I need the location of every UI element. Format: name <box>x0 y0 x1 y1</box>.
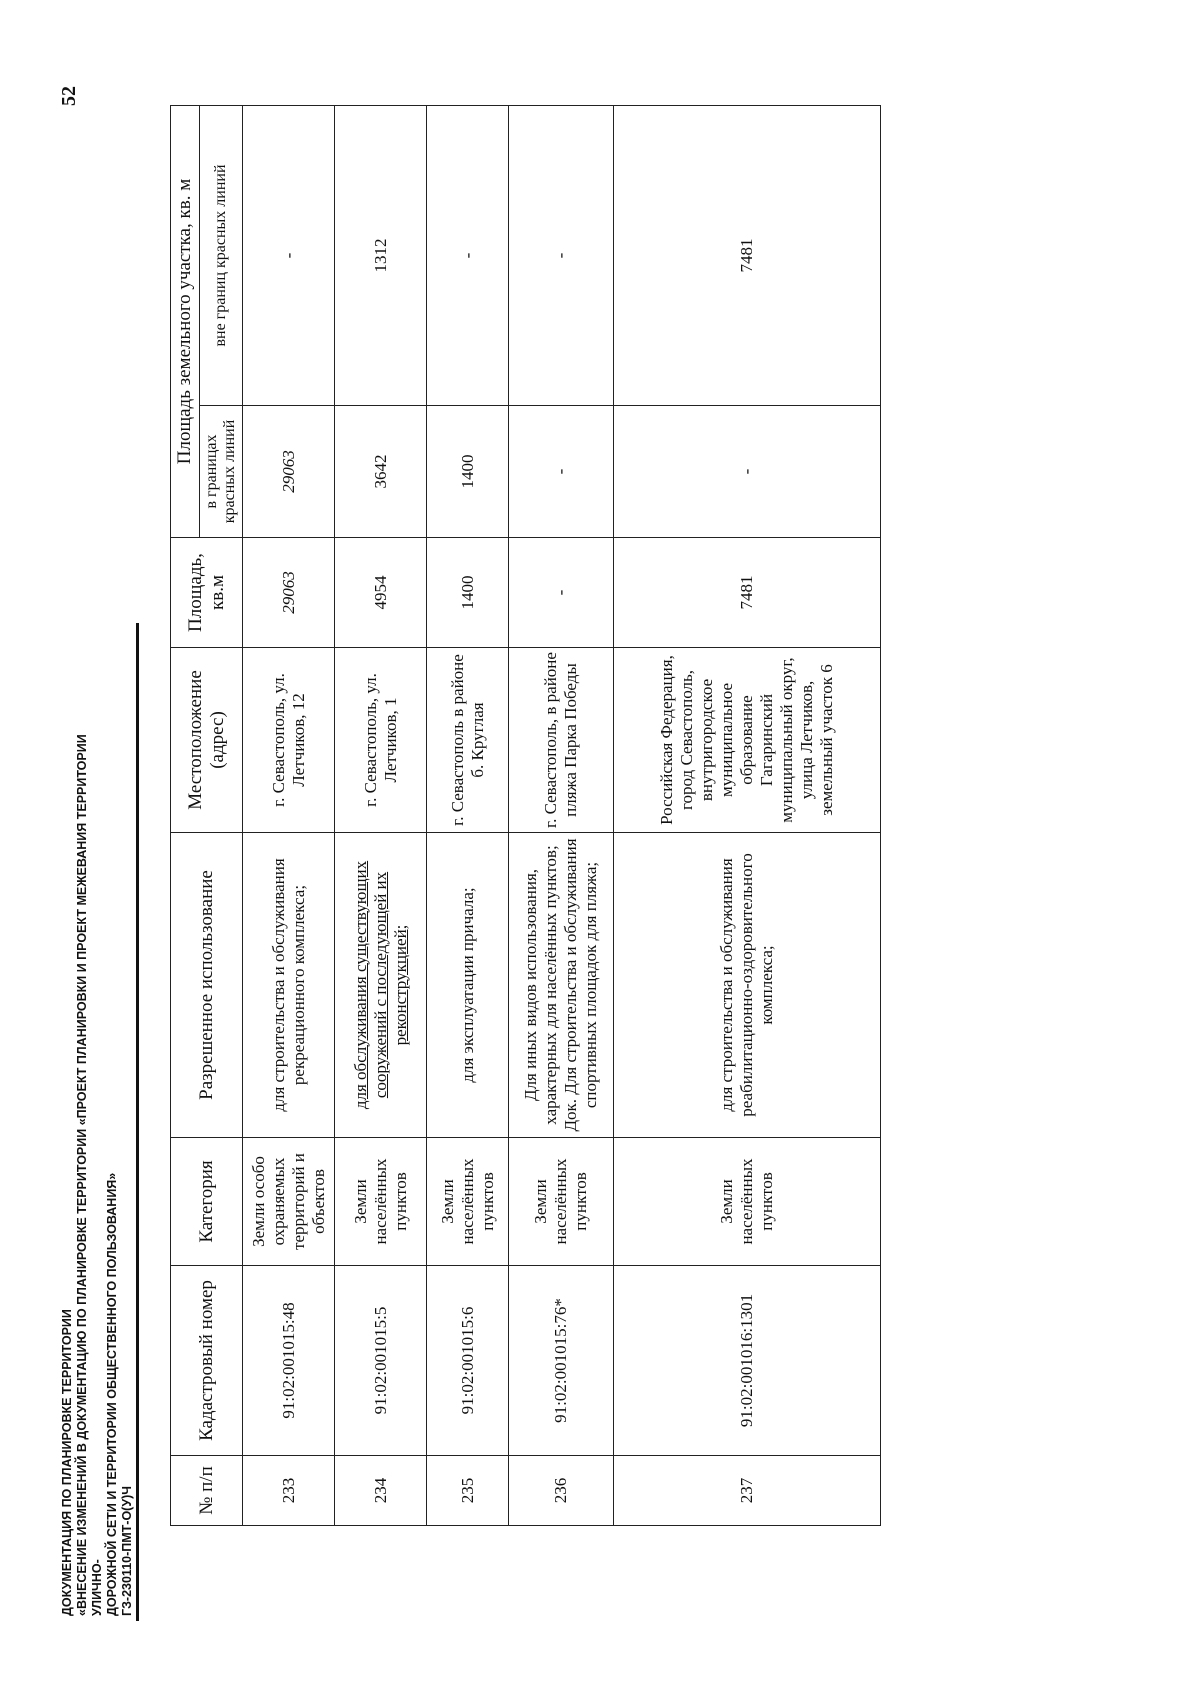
cell-category: Земли особо охраняемых территорий и объектов <box>243 1138 335 1266</box>
cell-inside: - <box>509 406 614 538</box>
cell-inside: - <box>614 406 881 538</box>
document-header <box>60 696 135 1616</box>
cell-area: 4954 <box>335 538 427 648</box>
cell-outside: 7481 <box>614 106 881 406</box>
cell-usage: для строительства и обслуживания реабилитационно-оздоровительного комплекса; <box>614 833 881 1138</box>
cell-usage: для обслуживания существующих сооружений с последующей их реконструкцией; <box>335 833 427 1138</box>
header-land-area: Площадь земельного участка, кв. м <box>171 106 200 538</box>
table-row <box>427 106 509 1526</box>
cell-usage: Для иных видов использования, характерных для населённых пунктов; Док. Для строительства и обслуживания спортивных площадок для пляжа; <box>509 833 614 1138</box>
table-row <box>509 106 614 1526</box>
cell-cadastral: 91:02:001015:48 <box>243 1266 335 1456</box>
header-num: № п/п <box>171 1456 243 1526</box>
cell-num: 236 <box>509 1456 614 1526</box>
cell-area: 1400 <box>427 538 509 648</box>
cell-usage: для эксплуатации причала; <box>427 833 509 1138</box>
table-header-row <box>171 106 200 1526</box>
header-cadastral: Кадастровый номер <box>171 1266 243 1456</box>
header-outside-red-lines: вне границ красных линий <box>200 106 243 406</box>
cell-outside: - <box>243 106 335 406</box>
page-number: 52 <box>58 86 80 106</box>
cell-cadastral: 91:02:001015:6 <box>427 1266 509 1456</box>
cell-area: 7481 <box>614 538 881 648</box>
cell-location: г. Севастополь, в районе пляжа Парка Победы <box>509 648 614 833</box>
table-row <box>243 106 335 1526</box>
cell-num: 235 <box>427 1456 509 1526</box>
cell-inside: 1400 <box>427 406 509 538</box>
cell-area: - <box>509 538 614 648</box>
header-inside-red-lines: в границах красных линий <box>200 406 243 538</box>
cell-inside: 3642 <box>335 406 427 538</box>
cell-category: Земли населённых пунктов <box>614 1138 881 1266</box>
cell-category: Земли населённых пунктов <box>427 1138 509 1266</box>
cell-num: 237 <box>614 1456 881 1526</box>
header-category: Категория <box>171 1138 243 1266</box>
cell-usage: для строительства и обслуживания рекреационного комплекса; <box>243 833 335 1138</box>
cell-outside: - <box>509 106 614 406</box>
cell-cadastral: 91:02:001016:1301 <box>614 1266 881 1456</box>
table-row <box>614 106 881 1526</box>
header-usage: Разрешенное использование <box>171 833 243 1138</box>
header-area: Площадь, кв.м <box>171 538 243 648</box>
cell-location: Российская Федерация, город Севастополь, внутригородское муниципальное образование Гагаринский муниципальный округ, улица Летчиков, земельный участок 6 <box>614 648 881 833</box>
header-line-4: ГЗ-230110-ПМТ-О(У)Ч <box>120 1485 134 1616</box>
cell-cadastral: 91:02:001015:5 <box>335 1266 427 1456</box>
cell-outside: 1312 <box>335 106 427 406</box>
header-location: Местоположение (адрес) <box>171 648 243 833</box>
header-line-2: «ВНЕСЕНИЕ ИЗМЕНЕНИЙ В ДОКУМЕНТАЦИЮ ПО ПЛАНИРОВКЕ ТЕРРИТОРИИ «ПРОЕКТ ПЛАНИРОВКИ И ПРОЕКТ МЕЖЕВАНИЯ ТЕРРИТОРИИ УЛИЧНО- <box>75 734 104 1616</box>
header-line-1: ДОКУМЕНТАЦИЯ ПО ПЛАНИРОВКЕ ТЕРРИТОРИИ <box>60 1309 74 1616</box>
cell-outside: - <box>427 106 509 406</box>
cell-cadastral: 91:02:001015:76* <box>509 1266 614 1456</box>
cell-inside: 29063 <box>243 406 335 538</box>
cell-num: 234 <box>335 1456 427 1526</box>
cell-location: г. Севастополь, ул. Летчиков, 1 <box>335 648 427 833</box>
cell-category: Земли населённых пунктов <box>509 1138 614 1266</box>
header-divider <box>136 623 139 1621</box>
cell-area: 29063 <box>243 538 335 648</box>
cell-location: г. Севастополь в районе б. Круглая <box>427 648 509 833</box>
cell-location: г. Севастополь, ул. Летчиков, 12 <box>243 648 335 833</box>
cell-category: Земли населённых пунктов <box>335 1138 427 1266</box>
cell-num: 233 <box>243 1456 335 1526</box>
header-line-3: ДОРОЖНОЙ СЕТИ И ТЕРРИТОРИИ ОБЩЕСТВЕННОГО ПОЛЬЗОВАНИЯ» <box>105 1172 119 1616</box>
table-row <box>335 106 427 1526</box>
land-plots-table <box>170 105 881 1526</box>
